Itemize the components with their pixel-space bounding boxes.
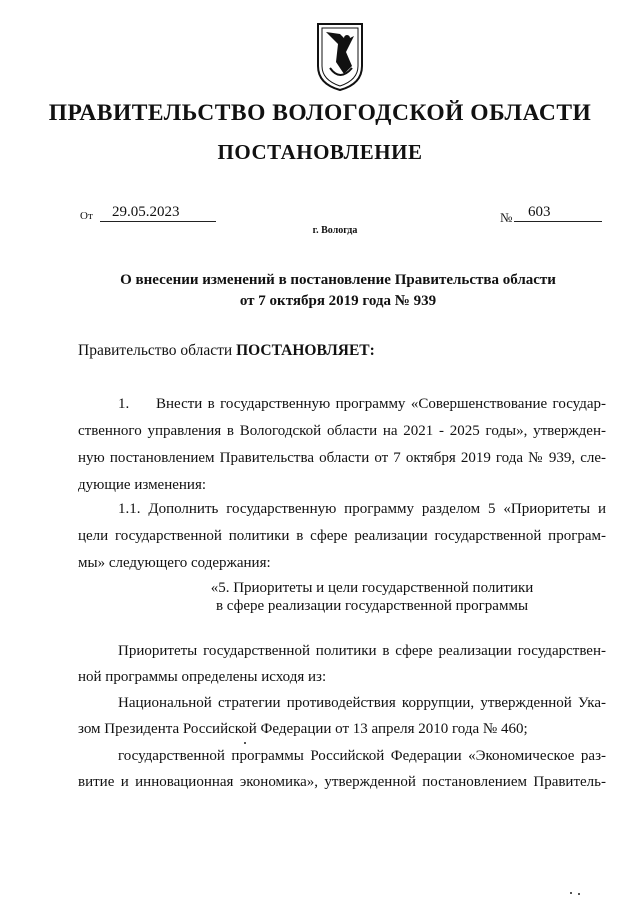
item-number: 1. (118, 396, 130, 412)
p2-line-2: ной программы определены исходя из: (78, 669, 327, 685)
number-prefix: № (500, 210, 513, 225)
title-line-2: от 7 октября 2019 года № 939 (239, 293, 437, 309)
scan-speck (578, 893, 580, 895)
p11-line-2: цели государственной политики в сфере реализации государственной програм- (78, 528, 606, 544)
lead-paragraph (78, 342, 375, 360)
document-type: ПОСТАНОВЛЕНИЕ (217, 140, 423, 164)
p2-line-1: Приоритеты государственной политики в сфере реализации государствен- (118, 643, 606, 659)
scan-speck (244, 742, 246, 744)
p11-line-3: мы» следующего содержания: (78, 555, 271, 571)
p4-line-2: витие и инновационная экономика», утвержденной постановлением Правитель- (78, 774, 606, 790)
section-heading-line-1: «5. Приоритеты и цели государственной политики (210, 580, 534, 596)
coat-of-arms-icon (316, 22, 364, 92)
title-line-1: О внесении изменений в постановление Правительства области (120, 272, 556, 288)
date-underline (100, 221, 216, 222)
p4-line-1: государственной программы Российской Федерации «Экономическое раз- (118, 748, 606, 764)
p1-line-2: ственного управления в Вологодской области на 2021 - 2025 годы», утвержден- (78, 423, 606, 439)
lead-text: Правительство области (78, 342, 237, 359)
organization-name: ПРАВИТЕЛЬСТВО ВОЛОГОДСКОЙ ОБЛАСТИ (48, 100, 592, 126)
p3-line-2: зом Президента Российской Федерации от 13 апреля 2010 года № 460; (78, 721, 528, 737)
number-underline (514, 221, 602, 222)
document-number: 603 (528, 204, 551, 220)
document-title (0, 270, 640, 312)
p11-line-1: 1.1. Дополнить государственную программу разделом 5 «Приоритеты и (118, 501, 606, 517)
p1-line-3: ную постановлением Правительства области от 7 октября 2019 года № 939, сле- (78, 450, 606, 466)
lead-bold: ПОСТАНОВЛЯЕТ: (236, 342, 375, 359)
document-date: 29.05.2023 (112, 204, 180, 220)
scan-speck (570, 892, 572, 894)
p3-line-1: Национальной стратегии противодействия коррупции, утвержденной Ука- (118, 695, 606, 711)
p1-line-1: Внести в государственную программу «Совершенствование государ- (156, 396, 606, 412)
p1-line-4: дующие изменения: (78, 477, 207, 493)
date-prefix: От (80, 210, 93, 222)
section-heading-line-2: в сфере реализации государственной программы (215, 598, 529, 614)
city: г. Вологда (312, 225, 358, 236)
